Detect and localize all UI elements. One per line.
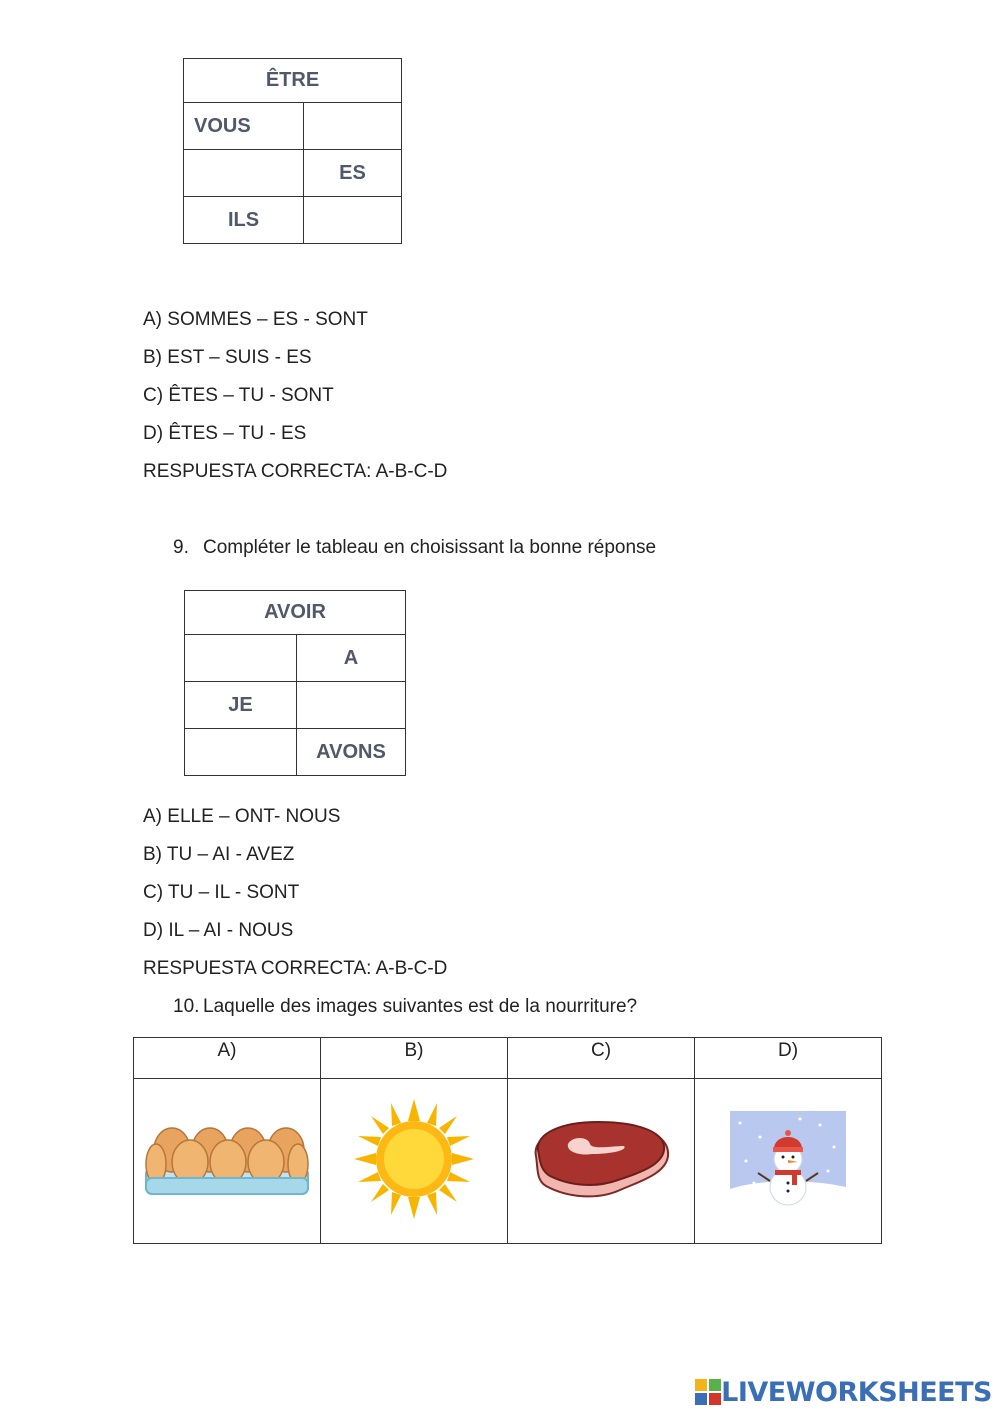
option-d: D) IL – AI - NOUS	[143, 920, 294, 941]
table-cell: VOUS	[184, 103, 304, 150]
table-cell: AVONS	[297, 729, 406, 776]
option-c: C) ÊTES – TU - SONT	[143, 385, 334, 406]
table-cell: ILS	[184, 197, 304, 244]
table-cell: ES	[304, 150, 402, 197]
table-cell	[184, 150, 304, 197]
choice-a-cell[interactable]	[134, 1079, 321, 1244]
question-number: 9.	[173, 537, 189, 558]
table-cell	[185, 635, 297, 682]
choice-b-cell[interactable]	[321, 1079, 508, 1244]
steak-icon	[528, 1116, 674, 1202]
table-cell	[304, 103, 402, 150]
table-header: AVOIR	[185, 591, 406, 635]
column-label-b: B)	[321, 1038, 508, 1079]
question-number: 10.	[173, 996, 200, 1017]
food-choice-table	[133, 1037, 882, 1244]
table-cell: JE	[185, 682, 297, 729]
column-label-d: D)	[695, 1038, 882, 1079]
sun-icon	[354, 1099, 474, 1219]
question-10-title	[173, 996, 637, 1018]
correct-answer-line: RESPUESTA CORRECTA: A-B-C-D	[143, 958, 448, 979]
column-label-c: C)	[508, 1038, 695, 1079]
liveworksheets-logo	[695, 1377, 992, 1407]
column-label-a: A)	[134, 1038, 321, 1079]
option-d: D) ÊTES – TU - ES	[143, 423, 307, 444]
avoir-conjugation-table	[184, 590, 406, 776]
eggs-icon	[144, 1120, 310, 1198]
table-cell	[297, 682, 406, 729]
option-c: C) TU – IL - SONT	[143, 882, 300, 903]
table-header: ÊTRE	[184, 59, 402, 103]
question-text: Laquelle des images suivantes est de la nourriture?	[203, 996, 638, 1017]
logo-text: LIVEWORKSHEETS	[721, 1376, 992, 1408]
question-text: Compléter le tableau en choisissant la bonne réponse	[203, 537, 657, 558]
snowman-icon	[730, 1111, 846, 1207]
table-cell: A	[297, 635, 406, 682]
option-b: B) TU – AI - AVEZ	[143, 844, 295, 865]
logo-icon	[695, 1379, 721, 1405]
etre-conjugation-table	[183, 58, 402, 244]
choice-d-cell[interactable]	[695, 1079, 882, 1244]
choice-c-cell[interactable]	[508, 1079, 695, 1244]
correct-answer-line: RESPUESTA CORRECTA: A-B-C-D	[143, 461, 448, 482]
option-b: B) EST – SUIS - ES	[143, 347, 312, 368]
table-cell	[185, 729, 297, 776]
table-cell	[304, 197, 402, 244]
option-a: A) ELLE – ONT- NOUS	[143, 806, 341, 827]
question-9-title	[173, 537, 656, 559]
option-a: A) SOMMES – ES - SONT	[143, 309, 368, 330]
